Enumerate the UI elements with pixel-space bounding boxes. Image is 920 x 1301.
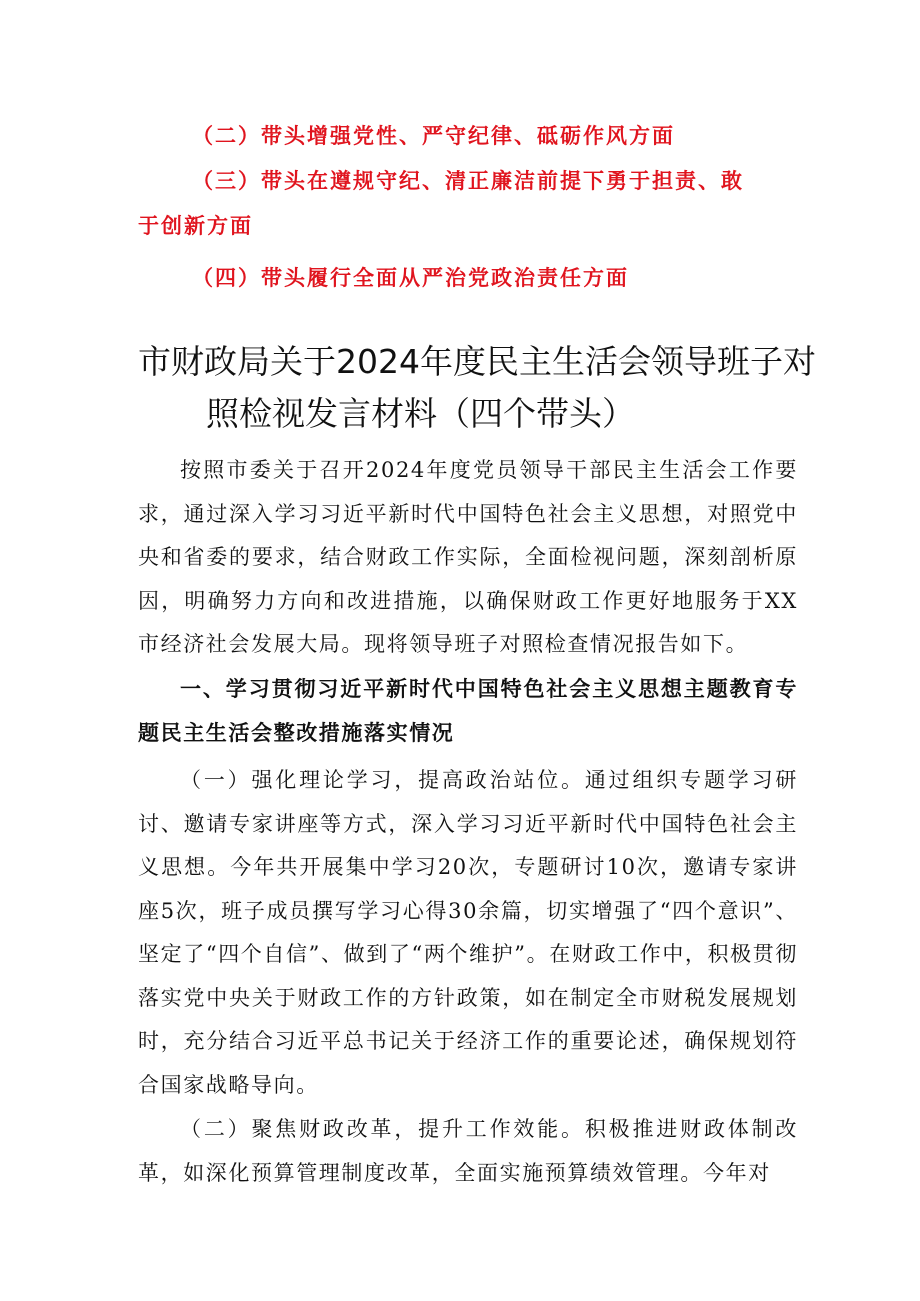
paragraph-one: （一）强化理论学习，提高政治站位。通过组织专题学习研讨、邀请专家讲座等方式，深入学习习近平新时代中国特色社会主义思想。今年共开展集中学习20次，专题研讨10次，邀请专家讲座5次，班子成员撰写学习心得30余篇，切实增强了“四个意识”、坚定了“四个自信”、做到了“两个维护”。在财政工作中，积极贯彻落实党中央关于财政工作的方针政策，如在制定全市财税发展规划时，充分结合习近平总书记关于经济工作的重要论述，确保规划符合国家战略导向。 [138,768,798,1097]
section-one-heading-block [138,667,798,754]
outline-item-two: （二）带头增强党性、严守纪律、砥砺作风方面 [192,123,675,148]
outline-item-four: （四）带头履行全面从严治党政治责任方面 [192,265,629,290]
title-line-1: 市财政局关于2024年度民主生活会领导班子对 [138,342,816,381]
intro-paragraph-block [138,449,798,667]
intro-paragraph: 按照市委关于召开2024年度党员领导干部民主生活会工作要求，通过深入学习习近平新时代中国特色社会主义思想，对照党中央和省委的要求，结合财政工作实际，全面检视问题，深刻剖析原因，明确努力方向和改进措施，以确保财政工作更好地服务于XX市经济社会发展大局。现将领导班子对照检查情况报告如下。 [138,458,798,656]
paragraph-one-block [138,759,798,1107]
paragraph-two-block [138,1108,798,1195]
paragraph-two: （二）聚焦财政改革，提升工作效能。积极推进财政体制改革，如深化预算管理制度改革，全面实施预算绩效管理。今年对 [138,1117,798,1185]
title-line-2: 照检视发言材料（四个带头） [206,394,635,433]
outline-item-three: （三）带头在遵规守纪、清正廉洁前提下勇于担责、敢 [192,168,744,193]
outline-item-three-continued: 于创新方面 [138,213,253,238]
section-one-heading: 一、学习贯彻习近平新时代中国特色社会主义思想主题教育专题民主生活会整改措施落实情况 [138,676,798,745]
